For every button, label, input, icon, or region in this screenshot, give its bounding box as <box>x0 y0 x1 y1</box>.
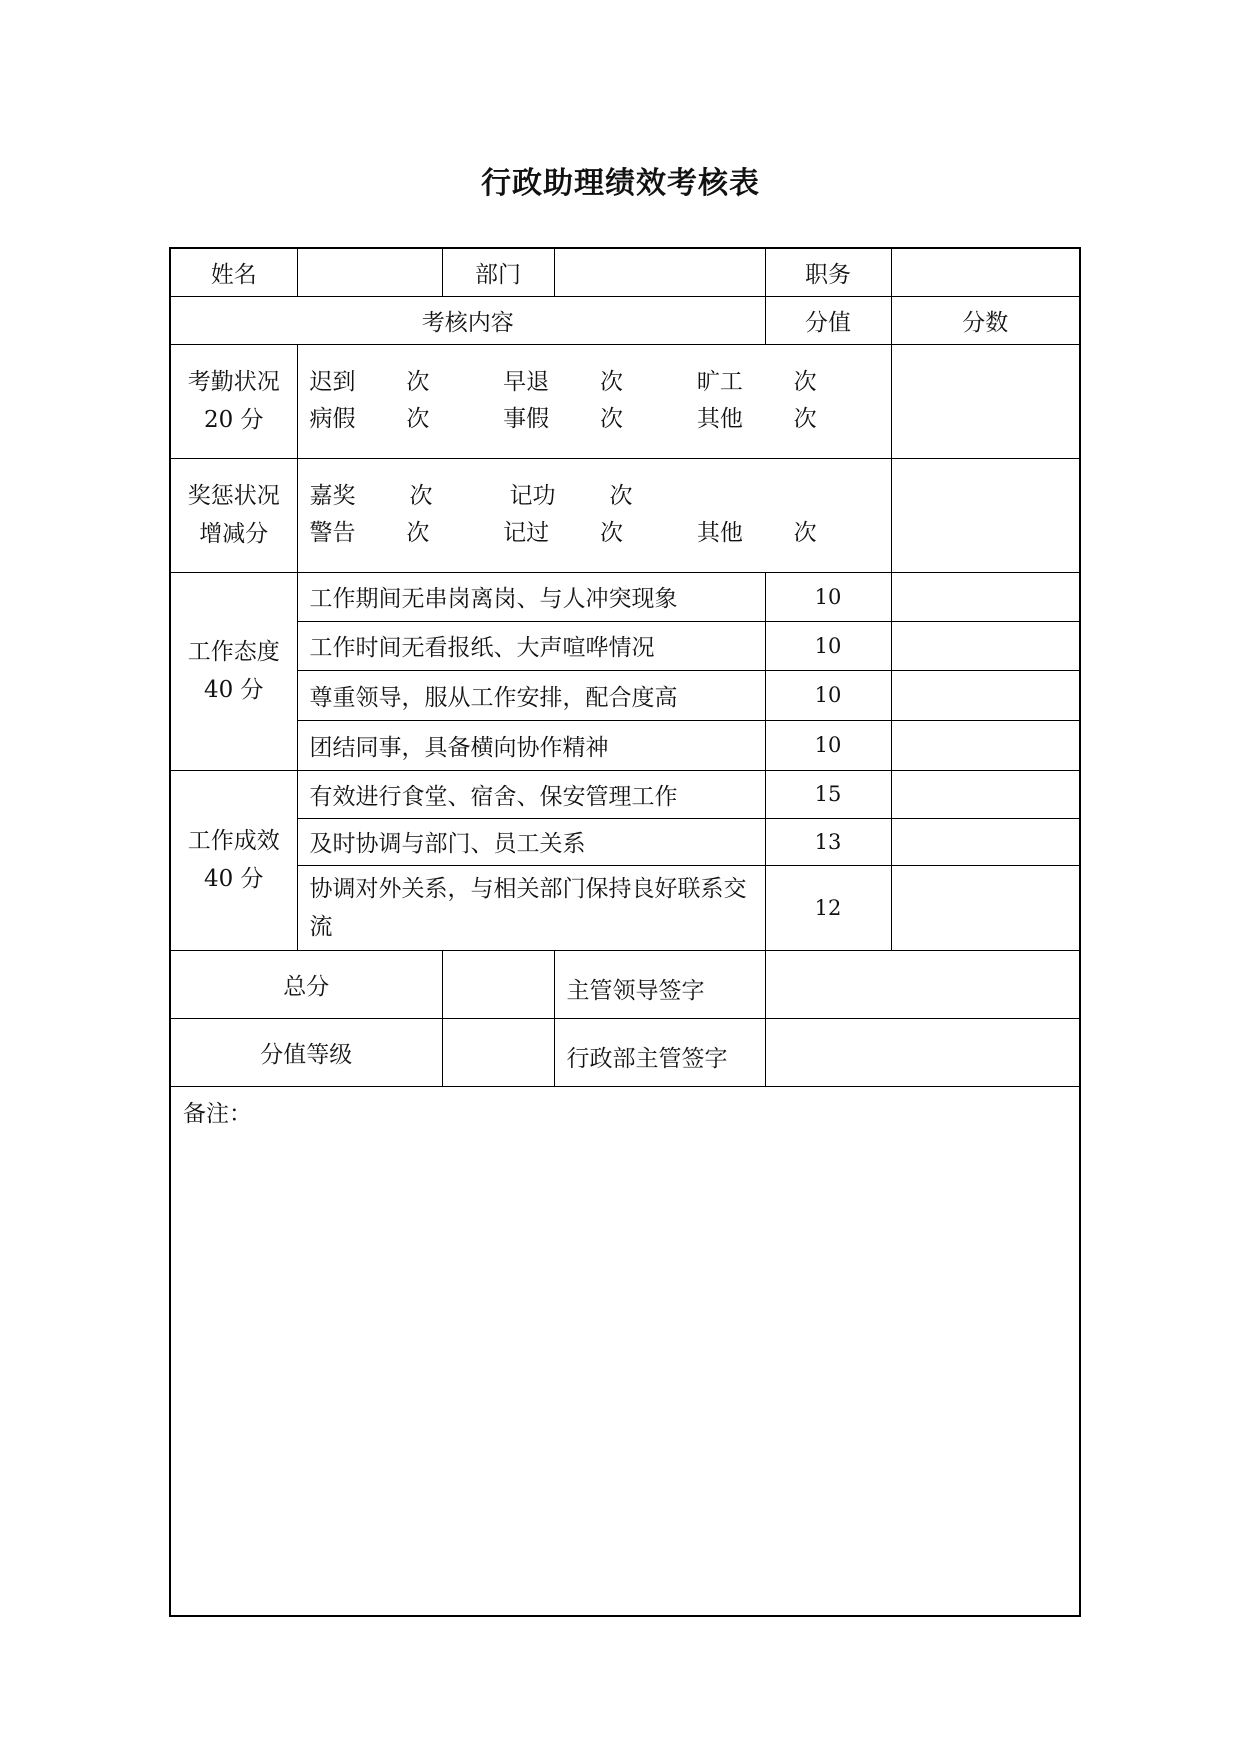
results-item-row <box>170 865 1080 950</box>
form-title: 行政助理绩效考核表 <box>481 166 760 201</box>
attitude-item-score-field[interactable] <box>891 572 1080 621</box>
warning-unit: 次 <box>406 520 430 546</box>
rewards-category <box>170 458 297 572</box>
absent-unit: 次 <box>793 369 817 395</box>
remarks-label: 备注： <box>183 1100 252 1127</box>
demerit-unit: 次 <box>599 520 623 546</box>
results-category-name: 工作成效 <box>187 828 280 854</box>
rewards-row <box>170 458 1080 572</box>
results-item-value: 15 <box>765 770 891 818</box>
commendation-unit: 次 <box>409 483 433 509</box>
attitude-item-row <box>170 572 1080 621</box>
merit-unit: 次 <box>609 483 633 509</box>
sick-leave-unit: 次 <box>406 406 430 432</box>
attendance-category-points: 20 分 <box>203 407 264 433</box>
position-field[interactable] <box>891 248 1080 296</box>
attitude-category <box>170 572 297 770</box>
value-header: 分值 <box>765 296 891 344</box>
assessment-table <box>169 247 1081 1617</box>
rewards-category-points: 增减分 <box>199 521 269 547</box>
attitude-category-points: 40 分 <box>203 677 264 703</box>
personal-leave-label: 事假 <box>503 406 550 432</box>
attitude-item-text: 尊重领导，服从工作安排，配合度高 <box>297 670 765 720</box>
rewards-line-1 <box>310 478 891 515</box>
attitude-item-score-field[interactable] <box>891 670 1080 720</box>
results-category-points: 40 分 <box>203 866 264 892</box>
results-item-score-field[interactable] <box>891 770 1080 818</box>
attitude-category-name: 工作态度 <box>187 639 280 665</box>
demerit-label: 记过 <box>503 520 550 546</box>
attendance-row <box>170 344 1080 458</box>
results-item-text: 协调对外关系，与相关部门保持良好联系交流 <box>297 865 765 950</box>
merit-label: 记功 <box>509 483 556 509</box>
sick-leave-label: 病假 <box>309 406 356 432</box>
results-item-value: 12 <box>765 865 891 950</box>
dept-field[interactable] <box>554 248 765 296</box>
late-unit: 次 <box>406 369 430 395</box>
attendance-category-name: 考勤状况 <box>187 369 280 395</box>
early-leave-unit: 次 <box>599 369 623 395</box>
results-item-value: 13 <box>765 818 891 865</box>
other-reward-unit: 次 <box>793 520 817 546</box>
results-category <box>170 770 297 950</box>
absent-label: 旷工 <box>696 369 743 395</box>
attendance-line-1 <box>310 364 891 401</box>
attendance-score-field[interactable] <box>891 344 1080 458</box>
results-item-text: 有效进行食堂、宿舍、保安管理工作 <box>297 770 765 818</box>
name-label: 姓名 <box>170 248 297 296</box>
results-item-score-field[interactable] <box>891 865 1080 950</box>
attitude-item-row <box>170 670 1080 720</box>
supervisor-sign-label: 主管领导签字 <box>554 950 765 1018</box>
supervisor-sign-field[interactable] <box>765 950 1080 1018</box>
results-item-text: 及时协调与部门、员工关系 <box>297 818 765 865</box>
attendance-category <box>170 344 297 458</box>
warning-label: 警告 <box>309 520 356 546</box>
attitude-item-score-field[interactable] <box>891 621 1080 670</box>
personal-leave-unit: 次 <box>599 406 623 432</box>
position-label: 职务 <box>765 248 891 296</box>
grade-row <box>170 1018 1080 1086</box>
remarks-row <box>170 1086 1080 1616</box>
early-leave-label: 早退 <box>503 369 550 395</box>
results-item-score-field[interactable] <box>891 818 1080 865</box>
attitude-item-value: 10 <box>765 572 891 621</box>
other-leave-label: 其他 <box>696 406 743 432</box>
content-header: 考核内容 <box>170 296 765 344</box>
info-row <box>170 248 1080 296</box>
attitude-item-text: 工作时间无看报纸、大声喧哗情况 <box>297 621 765 670</box>
attitude-item-value: 10 <box>765 621 891 670</box>
attitude-item-row <box>170 720 1080 770</box>
admin-sign-label: 行政部主管签字 <box>554 1018 765 1086</box>
rewards-score-field[interactable] <box>891 458 1080 572</box>
column-header-row <box>170 296 1080 344</box>
grade-field[interactable] <box>442 1018 554 1086</box>
total-label: 总分 <box>170 950 442 1018</box>
rewards-category-name: 奖惩状况 <box>187 483 280 509</box>
results-item-row <box>170 818 1080 865</box>
attitude-item-score-field[interactable] <box>891 720 1080 770</box>
total-field[interactable] <box>442 950 554 1018</box>
score-header: 分数 <box>891 296 1080 344</box>
attitude-item-text: 工作期间无串岗离岗、与人冲突现象 <box>297 572 765 621</box>
late-label: 迟到 <box>309 369 356 395</box>
rewards-line-2 <box>310 515 891 552</box>
grade-label: 分值等级 <box>170 1018 442 1086</box>
other-leave-unit: 次 <box>793 406 817 432</box>
admin-sign-field[interactable] <box>765 1018 1080 1086</box>
attitude-item-text: 团结同事，具备横向协作精神 <box>297 720 765 770</box>
attendance-record <box>297 344 891 458</box>
commendation-label: 嘉奖 <box>309 483 356 509</box>
dept-label: 部门 <box>442 248 554 296</box>
attitude-item-value: 10 <box>765 670 891 720</box>
attitude-item-row <box>170 621 1080 670</box>
rewards-record <box>297 458 891 572</box>
results-item-row <box>170 770 1080 818</box>
attitude-item-value: 10 <box>765 720 891 770</box>
attendance-line-2 <box>310 401 891 438</box>
name-field[interactable] <box>297 248 442 296</box>
remarks-area[interactable] <box>170 1086 1080 1616</box>
other-reward-label: 其他 <box>696 520 743 546</box>
total-row <box>170 950 1080 1018</box>
